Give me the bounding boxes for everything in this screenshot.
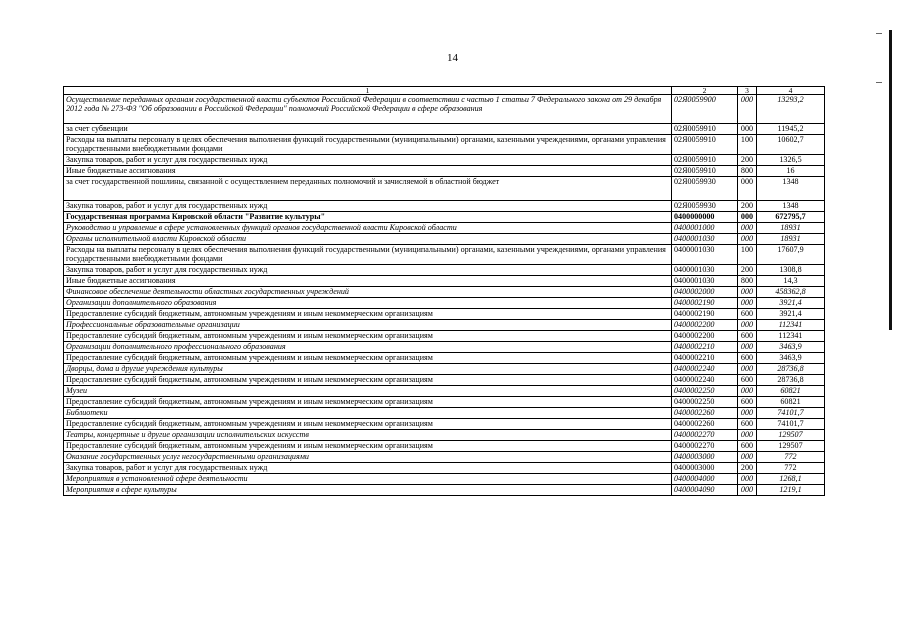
- table-row: [64, 452, 825, 463]
- row-name-cell: Оказание государственных услуг негосударственными организациями: [64, 452, 672, 463]
- row-kind-cell: 600: [738, 419, 757, 430]
- row-amount-cell: 74101,7: [757, 419, 825, 430]
- row-name-cell: за счет субвенции: [64, 124, 672, 135]
- row-code-cell: 02Я0059910: [672, 155, 738, 166]
- row-kind-cell: 000: [738, 223, 757, 234]
- row-kind-cell: 000: [738, 287, 757, 298]
- table-row: [64, 331, 825, 342]
- header-cell: 2: [672, 87, 738, 95]
- table-row: [64, 177, 825, 201]
- row-kind-cell: 800: [738, 276, 757, 287]
- row-amount-cell: 672795,7: [757, 212, 825, 223]
- row-amount-cell: 3463,9: [757, 353, 825, 364]
- table-row: [64, 223, 825, 234]
- row-amount-cell: 3463,9: [757, 342, 825, 353]
- row-amount-cell: 28736,8: [757, 364, 825, 375]
- row-kind-cell: 200: [738, 463, 757, 474]
- row-code-cell: 0400003000: [672, 463, 738, 474]
- row-code-cell: 0400004000: [672, 474, 738, 485]
- row-amount-cell: 112341: [757, 320, 825, 331]
- row-code-cell: 0400003000: [672, 452, 738, 463]
- table-row: [64, 386, 825, 397]
- table-row: [64, 397, 825, 408]
- row-code-cell: 0400001030: [672, 245, 738, 265]
- row-kind-cell: 000: [738, 485, 757, 496]
- row-amount-cell: 14,3: [757, 276, 825, 287]
- row-kind-cell: 100: [738, 245, 757, 265]
- row-code-cell: 02Я0059910: [672, 124, 738, 135]
- row-amount-cell: 17607,9: [757, 245, 825, 265]
- row-amount-cell: 1268,1: [757, 474, 825, 485]
- row-amount-cell: 60821: [757, 386, 825, 397]
- row-amount-cell: 1326,5: [757, 155, 825, 166]
- table-row: [64, 201, 825, 212]
- row-kind-cell: 600: [738, 309, 757, 320]
- row-amount-cell: 3921,4: [757, 309, 825, 320]
- table-row: [64, 155, 825, 166]
- row-code-cell: 02Я0059910: [672, 166, 738, 177]
- row-amount-cell: 458362,8: [757, 287, 825, 298]
- row-kind-cell: 600: [738, 375, 757, 386]
- row-name-cell: Предоставление субсидий бюджетным, автономным учреждениям и иным некоммерческим организациям: [64, 441, 672, 452]
- row-kind-cell: 000: [738, 320, 757, 331]
- row-name-cell: Предоставление субсидий бюджетным, автономным учреждениям и иным некоммерческим организациям: [64, 331, 672, 342]
- row-kind-cell: 600: [738, 441, 757, 452]
- row-name-cell: Расходы на выплаты персоналу в целях обеспечения выполнения функций государственными (муниципальными) органами, казенными учреждениями, органами управления государственными внебюджетными фондами: [64, 245, 672, 265]
- table-row: [64, 298, 825, 309]
- budget-table: [63, 86, 825, 496]
- margin-tick: [876, 33, 882, 34]
- row-name-cell: Иные бюджетные ассигнования: [64, 276, 672, 287]
- row-kind-cell: 200: [738, 265, 757, 276]
- header-cell: 1: [64, 87, 672, 95]
- row-amount-cell: 13293,2: [757, 95, 825, 124]
- row-amount-cell: 772: [757, 463, 825, 474]
- row-kind-cell: 000: [738, 386, 757, 397]
- row-name-cell: Предоставление субсидий бюджетным, автономным учреждениям и иным некоммерческим организациям: [64, 419, 672, 430]
- row-code-cell: 0400004090: [672, 485, 738, 496]
- row-amount-cell: 74101,7: [757, 408, 825, 419]
- row-amount-cell: 1348: [757, 201, 825, 212]
- table-row: [64, 95, 825, 124]
- row-code-cell: 0400002210: [672, 353, 738, 364]
- page-edge-bar: [889, 30, 892, 330]
- table-row: [64, 309, 825, 320]
- row-name-cell: Расходы на выплаты персоналу в целях обеспечения выполнения функций государственными (муниципальными) органами, казенными учреждениями, органами управления государственными внебюджетными фондами: [64, 135, 672, 155]
- row-code-cell: 02Я0059900: [672, 95, 738, 124]
- row-name-cell: Организации дополнительного образования: [64, 298, 672, 309]
- table-row: [64, 124, 825, 135]
- row-code-cell: 0400002250: [672, 386, 738, 397]
- row-kind-cell: 200: [738, 155, 757, 166]
- table-row: [64, 320, 825, 331]
- row-amount-cell: 3921,4: [757, 298, 825, 309]
- table-row: [64, 419, 825, 430]
- row-code-cell: 0400001030: [672, 265, 738, 276]
- row-name-cell: Мероприятия в установленной сфере деятельности: [64, 474, 672, 485]
- row-amount-cell: 1219,1: [757, 485, 825, 496]
- row-code-cell: 0400002200: [672, 331, 738, 342]
- row-name-cell: Организации дополнительного профессионального образования: [64, 342, 672, 353]
- row-name-cell: Театры, концертные и другие организации исполнительских искусств: [64, 430, 672, 441]
- row-kind-cell: 000: [738, 212, 757, 223]
- row-amount-cell: 60821: [757, 397, 825, 408]
- row-code-cell: 02Я0059930: [672, 177, 738, 201]
- row-kind-cell: 000: [738, 342, 757, 353]
- row-kind-cell: 600: [738, 353, 757, 364]
- row-name-cell: Иные бюджетные ассигнования: [64, 166, 672, 177]
- table-row: [64, 353, 825, 364]
- row-code-cell: 0400002240: [672, 375, 738, 386]
- row-kind-cell: 000: [738, 408, 757, 419]
- table-row: [64, 245, 825, 265]
- row-kind-cell: 000: [738, 298, 757, 309]
- row-name-cell: Профессиональные образовательные организации: [64, 320, 672, 331]
- row-amount-cell: 10602,7: [757, 135, 825, 155]
- row-code-cell: 02Я0059930: [672, 201, 738, 212]
- table-row: [64, 265, 825, 276]
- table-row: [64, 276, 825, 287]
- row-code-cell: 0400002200: [672, 320, 738, 331]
- header-cell: 3: [738, 87, 757, 95]
- row-code-cell: 0400002210: [672, 342, 738, 353]
- table-row: [64, 234, 825, 245]
- row-kind-cell: 000: [738, 234, 757, 245]
- row-name-cell: Предоставление субсидий бюджетным, автономным учреждениям и иным некоммерческим организациям: [64, 397, 672, 408]
- row-code-cell: 0400001000: [672, 223, 738, 234]
- row-name-cell: Органы исполнительной власти Кировской области: [64, 234, 672, 245]
- row-name-cell: Мероприятия в сфере культуры: [64, 485, 672, 496]
- table-row: [64, 485, 825, 496]
- row-kind-cell: 000: [738, 474, 757, 485]
- row-name-cell: Предоставление субсидий бюджетным, автономным учреждениям и иным некоммерческим организациям: [64, 353, 672, 364]
- row-kind-cell: 600: [738, 331, 757, 342]
- table-row: [64, 463, 825, 474]
- table-row: [64, 135, 825, 155]
- row-kind-cell: 000: [738, 430, 757, 441]
- margin-tick: [876, 82, 882, 83]
- row-kind-cell: 100: [738, 135, 757, 155]
- table-row: [64, 166, 825, 177]
- row-name-cell: Закупка товаров, работ и услуг для государственных нужд: [64, 155, 672, 166]
- row-name-cell: Руководство и управление в сфере установленных функций органов государственной власти Кировской области: [64, 223, 672, 234]
- row-kind-cell: 600: [738, 397, 757, 408]
- row-amount-cell: 129507: [757, 441, 825, 452]
- row-kind-cell: 000: [738, 177, 757, 201]
- table-row: [64, 441, 825, 452]
- row-name-cell: Финансовое обеспечение деятельности областных государственных учреждений: [64, 287, 672, 298]
- row-amount-cell: 16: [757, 166, 825, 177]
- row-name-cell: Закупка товаров, работ и услуг для государственных нужд: [64, 201, 672, 212]
- row-amount-cell: 772: [757, 452, 825, 463]
- row-code-cell: 0400000000: [672, 212, 738, 223]
- row-code-cell: 0400001030: [672, 234, 738, 245]
- row-name-cell: Осуществление переданных органам государственной власти субъектов Российской Федерации в соответствии с частью 1 статьи 7 Федерального закона от 29 декабря 2012 года № 273-ФЗ "Об образовании в Российской Федерации" полномочий Российской Федерации в сфере образования: [64, 95, 672, 124]
- row-code-cell: 0400002190: [672, 309, 738, 320]
- row-kind-cell: 200: [738, 201, 757, 212]
- table-row: [64, 287, 825, 298]
- header-cell: 4: [757, 87, 825, 95]
- row-name-cell: Государственная программа Кировской области "Развитие культуры": [64, 212, 672, 223]
- row-name-cell: Закупка товаров, работ и услуг для государственных нужд: [64, 463, 672, 474]
- row-amount-cell: 28736,8: [757, 375, 825, 386]
- row-code-cell: 0400002270: [672, 430, 738, 441]
- row-code-cell: 0400002000: [672, 287, 738, 298]
- row-amount-cell: 18931: [757, 234, 825, 245]
- table-row: [64, 364, 825, 375]
- row-kind-cell: 000: [738, 124, 757, 135]
- row-code-cell: 0400002250: [672, 397, 738, 408]
- table-row: [64, 212, 825, 223]
- row-amount-cell: 1348: [757, 177, 825, 201]
- row-amount-cell: 1308,8: [757, 265, 825, 276]
- row-kind-cell: 000: [738, 452, 757, 463]
- page-number: 14: [447, 52, 458, 64]
- row-code-cell: 0400002260: [672, 419, 738, 430]
- row-name-cell: за счет государственной пошлины, связанной с осуществлением переданных полномочий и зачисляемой в областной бюджет: [64, 177, 672, 201]
- row-code-cell: 0400002260: [672, 408, 738, 419]
- row-code-cell: 02Я0059910: [672, 135, 738, 155]
- table-row: [64, 408, 825, 419]
- row-code-cell: 0400002240: [672, 364, 738, 375]
- row-code-cell: 0400002190: [672, 298, 738, 309]
- row-name-cell: Библиотеки: [64, 408, 672, 419]
- row-amount-cell: 11945,2: [757, 124, 825, 135]
- table-row: [64, 342, 825, 353]
- row-amount-cell: 18931: [757, 223, 825, 234]
- table-row: [64, 474, 825, 485]
- row-code-cell: 0400002270: [672, 441, 738, 452]
- row-name-cell: Предоставление субсидий бюджетным, автономным учреждениям и иным некоммерческим организациям: [64, 375, 672, 386]
- row-amount-cell: 112341: [757, 331, 825, 342]
- row-code-cell: 0400001030: [672, 276, 738, 287]
- row-name-cell: Дворцы, дома и другие учреждения культуры: [64, 364, 672, 375]
- table-row: [64, 430, 825, 441]
- row-name-cell: Предоставление субсидий бюджетным, автономным учреждениям и иным некоммерческим организациям: [64, 309, 672, 320]
- row-kind-cell: 000: [738, 95, 757, 124]
- row-kind-cell: 800: [738, 166, 757, 177]
- row-amount-cell: 129507: [757, 430, 825, 441]
- table-row: [64, 375, 825, 386]
- row-name-cell: Закупка товаров, работ и услуг для государственных нужд: [64, 265, 672, 276]
- row-name-cell: Музеи: [64, 386, 672, 397]
- table-header-row: [64, 87, 825, 95]
- row-kind-cell: 000: [738, 364, 757, 375]
